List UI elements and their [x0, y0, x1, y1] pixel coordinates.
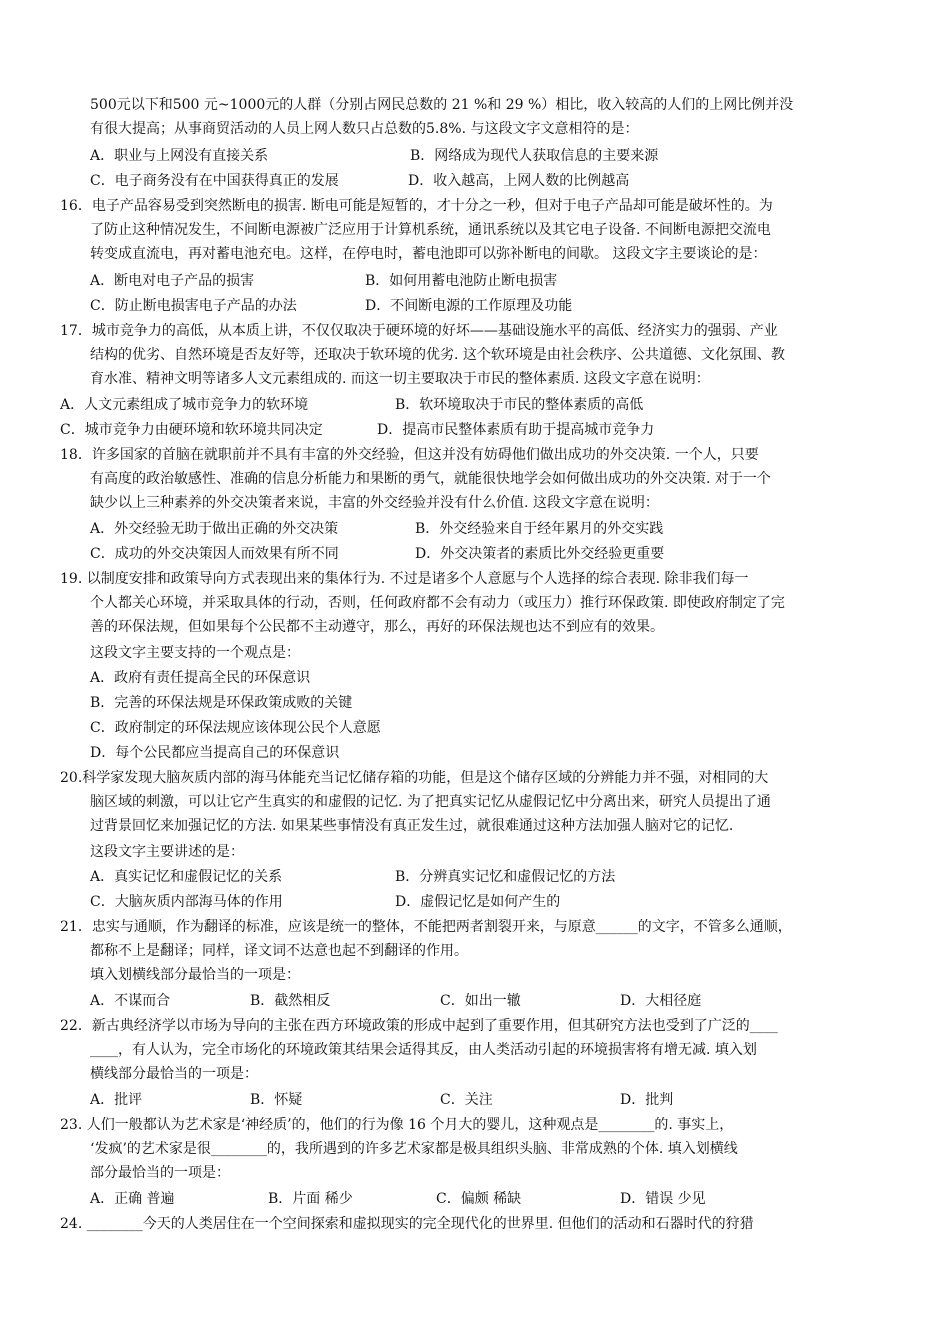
q21-option-d: D．大相径庭	[620, 993, 702, 1009]
q19-option-d: D．每个公民都应当提高自己的环保意识	[90, 745, 340, 761]
q19-line-2: 个人都关心环境，并采取具体的行动，否则，任何政府都不会有动力（或压力）推行环保政策. 即使政府制定了完	[90, 595, 785, 611]
q23-option-d: D．错误 少见	[620, 1191, 706, 1207]
q20-option-d: D．虚假记忆是如何产生的	[395, 894, 561, 910]
q16-option-a: A．断电对电子产品的损害	[90, 273, 255, 289]
intro-option-d: D．收入越高，上网人数的比例越高	[408, 173, 630, 189]
q22-option-a: A．批评	[90, 1092, 143, 1108]
q17-option-a: A．人文元素组成了城市竞争力的软环境	[60, 397, 309, 413]
q23-line-3: 部分最恰当的一项是：	[90, 1165, 230, 1181]
q18-line-3: 缺少以上三种素养的外交决策者来说，丰富的外交经验并没有什么价值. 这段文字意在说明：	[90, 495, 659, 511]
q17-option-b: B．软环境取决于市民的整体素质的高低	[395, 397, 644, 413]
q20-option-b: B．分辨真实记忆和虚假记忆的方法	[395, 869, 616, 885]
q18-option-b: B．外交经验来自于经年累月的外交实践	[415, 521, 664, 537]
q21-option-b: B．截然相反	[250, 993, 331, 1009]
q16-line-2: 了防止这种情况发生，不间断电源被广泛应用于计算机系统，通讯系统以及其它电子设备. 不间断电源把交流电	[90, 222, 771, 238]
q24-line-1: 24. ________今天的人类居住在一个空间探索和虚拟现实的完全现代化的世界里. 但他们的活动和石器时代的狩猎	[60, 1216, 754, 1232]
intro-option-b: B．网络成为现代人获取信息的主要来源	[410, 148, 659, 164]
q21-option-a: A．不谋而合	[90, 993, 171, 1009]
q22-line-3: 横线部分最恰当的一项是：	[90, 1066, 258, 1082]
q20-line-2: 脑区域的刺激，可以让它产生真实的和虚假的记忆. 为了把真实记忆从虚假记忆中分离出来，研究人员提出了通	[90, 794, 771, 810]
q22-line-1: 22．新古典经济学以市场为导向的主张在西方环境政策的形成中起到了重要作用，但其研究方法也受到了广泛的____	[60, 1018, 778, 1034]
q17-line-1: 17．城市竞争力的高低，从本质上讲，不仅仅取决于硬环境的好坏——基础设施水平的高低、经济实力的强弱、产业	[60, 323, 778, 339]
q20-line-4: 这段文字主要讲述的是：	[90, 844, 244, 860]
q23-option-a: A．正确 普遍	[90, 1191, 175, 1207]
q18-line-2: 有高度的政治敏感性、准确的信息分析能力和果断的勇气，就能很快地学会如何做出成功的外交决策. 对于一个	[90, 471, 771, 487]
q20-line-1: 20.科学家发现大脑灰质内部的海马体能充当记忆储存箱的功能，但是这个储存区域的分辨能力并不强，对相同的大	[60, 770, 769, 786]
q17-line-3: 育水准、精神文明等诸多人文元素组成的. 而这一切主要取决于市民的整体素质. 这段文字意在说明：	[90, 371, 710, 387]
intro-option-c: C．电子商务没有在中国获得真正的发展	[90, 173, 339, 189]
q18-option-a: A．外交经验无助于做出正确的外交决策	[90, 521, 339, 537]
q17-line-2: 结构的优劣、自然环境是否友好等，还取决于软环境的优劣. 这个软环境是由社会秩序、公共道德、文化氛围、教	[90, 347, 785, 363]
q19-option-c: C．政府制定的环保法规应该体现公民个人意愿	[90, 720, 381, 736]
q19-line-1: 19. 以制度安排和政策导向方式表现出来的集体行为. 不过是诸多个人意愿与个人选择的综合表现. 除非我们每一	[60, 571, 749, 587]
q17-option-c: C．城市竞争力由硬环境和软环境共同决定	[60, 422, 323, 438]
q20-line-3: 过背景回忆来加强记忆的方法. 如果某些事情没有真正发生过，就很难通过这种方法加强人脑对它的记忆.	[90, 818, 734, 834]
q18-option-c: C．成功的外交决策因人而效果有所不同	[90, 546, 339, 562]
q22-line-2: ____，有人认为，完全市场化的环境政策其结果会适得其反，由人类活动引起的环境损害将有增无减. 填入划	[90, 1042, 757, 1058]
q23-line-2: ‘发疯’的艺术家是很________的，我所遇到的许多艺术家都是极具组织头脑、非常成熟的个体. 填入划横线	[90, 1141, 738, 1157]
q16-line-1: 16．电子产品容易受到突然断电的损害. 断电可能是短暂的，才十分之一秒，但对于电子产品却可能是破坏性的。为	[60, 198, 773, 214]
q21-option-c: C．如出一辙	[440, 993, 521, 1009]
q16-option-b: B．如何用蓄电池防止断电损害	[365, 273, 558, 289]
q23-line-1: 23. 人们一般都认为艺术家是‘神经质’的，他们的行为像 16 个月大的婴儿，这种观点是________的. 事实上，	[60, 1117, 734, 1133]
intro-line-2: 有很大提高；从事商贸活动的人员上网人数只占总数的5.8%. 与这段文字文意相符的是：	[90, 121, 639, 137]
intro-option-a: A．职业与上网没有直接关系	[90, 148, 269, 164]
q22-option-c: C．关注	[440, 1092, 493, 1108]
q19-line-3: 善的环保法规，但如果每个公民都不主动遵守，那么，再好的环保法规也达不到应有的效果。	[90, 619, 664, 635]
q18-line-1: 18．许多国家的首脑在就职前并不具有丰富的外交经验，但这并没有妨碍他们做出成功的外交决策. 一个人，只要	[60, 447, 759, 463]
q21-line-3: 填入划横线部分最恰当的一项是：	[90, 967, 300, 983]
q16-option-c: C．防止断电损害电子产品的办法	[90, 298, 297, 314]
q20-option-c: C．大脑灰质内部海马体的作用	[90, 894, 283, 910]
q17-option-d: D．提高市民整体素质有助于提高城市竞争力	[377, 422, 655, 438]
q18-option-d: D．外交决策者的素质比外交经验更重要	[415, 546, 665, 562]
q23-option-b: B．片面 稀少	[268, 1191, 353, 1207]
q19-option-b: B．完善的环保法规是环保政策成败的关键	[90, 695, 353, 711]
intro-line-1: 500元以下和500 元~1000元的人群（分别占网民总数的 21 %和 29 %）相比，收入较高的人们的上网比例并没	[90, 97, 794, 113]
q19-line-4: 这段文字主要支持的一个观点是：	[90, 645, 300, 661]
q21-line-2: 都称不上是翻译；同样，译文词不达意也起不到翻译的作用。	[90, 943, 468, 959]
q23-option-c: C．偏颇 稀缺	[436, 1191, 522, 1207]
q20-option-a: A．真实记忆和虚假记忆的关系	[90, 869, 283, 885]
q22-option-b: B．怀疑	[250, 1092, 303, 1108]
q22-option-d: D．批判	[620, 1092, 674, 1108]
q16-option-d: D．不间断电源的工作原理及功能	[365, 298, 573, 314]
q19-option-a: A．政府有责任提高全民的环保意识	[90, 670, 311, 686]
q21-line-1: 21．忠实与通顺，作为翻译的标准，应该是统一的整体，不能把两者割裂开来，与原意______的文字，不管多么通顺，	[60, 919, 792, 935]
q16-line-3: 转变成直流电，再对蓄电池充电。这样，在停电时，蓄电池即可以弥补断电的间歇。 这段文字主要谈论的是：	[90, 246, 767, 262]
